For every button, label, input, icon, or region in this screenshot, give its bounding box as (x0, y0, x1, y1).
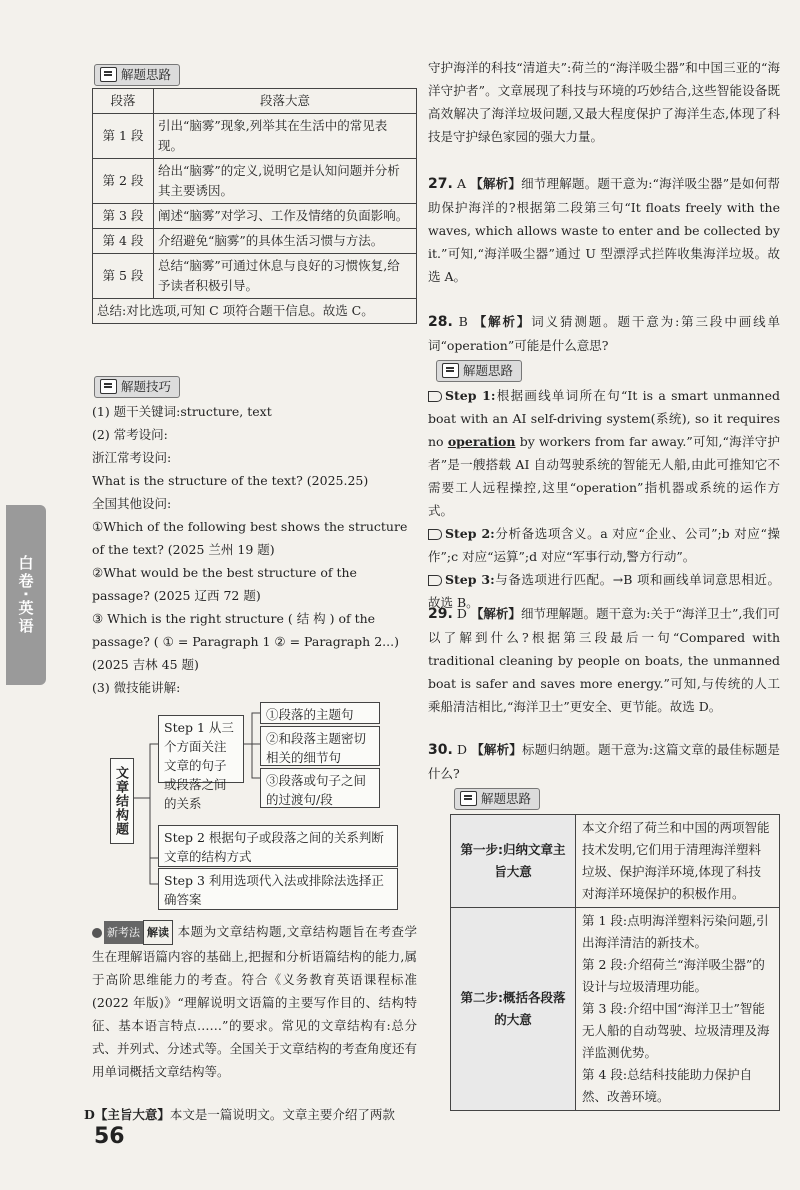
question-27 (428, 172, 780, 288)
title-steps-table (450, 814, 780, 1111)
table-row: 第 5 段 总结“脑雾”可通过休息与良好的习惯恢复,给予读者积极引导。 (93, 254, 417, 299)
diagram-step1-item: ①段落的主题句 (260, 702, 380, 724)
list-item: 第 2 段:介绍荷兰“海洋吸尘器”的设计与垃圾清理功能。 (582, 957, 765, 994)
skill-line: (1) 题干关键词:structure, text (92, 404, 272, 419)
table-header-idea: 段落大意 (154, 89, 417, 114)
interpret-tag: 解读 (143, 920, 173, 945)
skill-lines (92, 400, 417, 699)
structure-diagram (92, 698, 417, 916)
answer-letter: D (456, 742, 468, 757)
table-header-para: 段落 (93, 89, 154, 114)
skill-line: ①Which of the following best shows the structure of the text? (2025 兰州 19 题) (92, 519, 408, 557)
notebook-icon (100, 67, 117, 82)
d-main-text: 本文是一篇说明文。文章主要介绍了两款 (169, 1107, 395, 1122)
table-row: 第 2 段 给出“脑雾”的定义,说明它是认知问题并分析其主要诱因。 (93, 159, 417, 204)
step-two-list (576, 908, 780, 1111)
underlined-word: operation (447, 434, 516, 449)
skill-line: 浙江常考设问: (92, 450, 172, 465)
new-exam-tag: 新考法 (104, 921, 143, 944)
page-number: 56 (94, 1124, 125, 1149)
pointing-hand-icon (428, 575, 442, 586)
skill-line: ②What would be the best structure of the passage? (2025 辽西 72 题) (92, 565, 357, 603)
analysis-tag: 【解析】 (470, 606, 521, 621)
notebook-icon (442, 363, 459, 378)
step-one-text: 本文介绍了荷兰和中国的两项智能技术发明,它们用于清理海洋塑料垃圾、保护海洋环境,体现了科技对海洋环境保护的积极作用。 (576, 815, 780, 908)
analysis-text: 词义猜测题。题干意为:第三段中画线单词“operation”可能是什么意思? (428, 314, 780, 353)
diagram-step3: Step 3 利用选项代入法或排除法选择正确答案 (158, 868, 398, 910)
list-item: 第 4 段:总结科技能助力保护自然、改善环境。 (582, 1067, 753, 1104)
step-two-cell: 第二步:概括各段落的大意 (451, 908, 576, 1111)
new-exam-text: 本题为文章结构题,文章结构题旨在考查学生在理解语篇内容的基础上,把握和分析语篇结构的能力,属于高阶思维能力的考查。符合《义务教育英语课程标准(2022 年版)》“理解说明文语篇的主要写作目的、结构特征、基本语言特点……”的要求。常见的文章结构有:总分式、并列式、分述式等。全国关于文章结构的考查角度还有用单词概括文章结构等。 (92, 924, 418, 1079)
analysis-text: 标题归纳题。题干意为:这篇文章的最佳标题是什么? (428, 742, 780, 781)
notebook-icon (460, 791, 477, 806)
badge-solution-skill: 解题技巧 (94, 376, 180, 398)
question-30 (428, 738, 780, 1111)
magnifier-icon (100, 379, 117, 394)
pointing-hand-icon (428, 529, 442, 540)
paragraph-table (92, 88, 417, 324)
diagram-step1-item: ②和段落主题密切相关的细节句 (260, 726, 380, 766)
list-item: 第 1 段:点明海洋塑料污染问题,引出海洋清洁的新技术。 (582, 913, 769, 950)
question-number: 27. (428, 176, 453, 192)
question-number: 28. (428, 314, 453, 330)
new-exam-section (92, 920, 417, 1083)
analysis-tag: 【解析】 (471, 742, 522, 757)
skill-line: (2) 常考设问: (92, 427, 168, 442)
skill-line: What is the structure of the text? (2025.25) (92, 473, 369, 488)
table-row: 第 3 段 阐述“脑雾”对学习、工作及情绪的负面影响。 (93, 204, 417, 229)
table-row: 第 1 段 引出“脑雾”现象,列举其在生活中的常见表现。 (93, 114, 417, 159)
analysis-tag: 【解析】 (473, 314, 532, 329)
skill-line: (2025 吉林 45 题) (92, 657, 199, 672)
step-one-cell: 第一步:归纳文章主旨大意 (451, 815, 576, 908)
table-row: 第 4 段 介绍避免“脑雾”的具体生活习惯与方法。 (93, 229, 417, 254)
analysis-tag: 【解析】 (470, 176, 522, 191)
skill-line: ③ Which is the right structure ( 结 构 ) of the passage? ( ① = Paragraph 1 ② = Paragraph 2...) (92, 611, 399, 649)
pointing-hand-icon (428, 391, 442, 402)
question-number: 30. (428, 742, 453, 758)
analysis-text: 细节理解题。题干意为:“海洋吸尘器”是如何帮助保护海洋的?根据第二段第三句“It floats freely with the waves, which allows waste to enter and be collected by it.”可知,“海洋吸尘器”通过 U 型漂浮式拦阵收集海洋垃圾。故选 A。 (428, 176, 780, 284)
side-tab: 白卷·英语 (6, 505, 46, 685)
badge-solution-idea: 解题思路 (94, 64, 180, 86)
diagram-step1: Step 1 从三个方面关注文章的句子或段落之间的关系 (158, 715, 244, 783)
table-summary-row: 总结:对比选项,可知 C 项符合题干信息。故选 C。 (93, 299, 417, 324)
lightbulb-icon (92, 928, 102, 938)
diagram-step1-item: ③段落或句子之间的过渡句/段 (260, 768, 380, 808)
d-main-label: D【主旨大意】 (84, 1107, 170, 1122)
continued-text: 守护海洋的科技“清道夫”:荷兰的“海洋吸尘器”和中国三亚的“海洋守护者”。文章展现了科技与环境的巧妙结合,这些智能设备既高效解决了海洋垃圾问题,又最大程度保护了海洋生态,体现了科技是守护绿色家园的强大力量。 (428, 60, 780, 144)
diagram-step2: Step 2 根据句子或段落之间的关系判断文章的结构方式 (158, 825, 398, 867)
diagram-root: 文章结构题 (110, 758, 134, 844)
skill-line: (3) 微技能讲解: (92, 680, 181, 695)
analysis-text: 细节理解题。题干意为:关于“海洋卫士”,我们可以了解到什么?根据第三段最后一句“Compared with traditional cleaning by people on boats, the unmanned boat is safer and saves more energy.”可知,与传统的人工乘船清洁相比,“海洋卫士”更安全、更节能。故选 D。 (428, 606, 780, 714)
skill-line: 全国其他设问: (92, 496, 172, 511)
answer-letter: D (456, 606, 467, 621)
answer-letter: B (458, 314, 468, 329)
d-main-idea (84, 1103, 419, 1126)
badge-solution-idea: 解题思路 (454, 788, 780, 810)
answer-letter: A (457, 176, 467, 191)
question-number: 29. (428, 606, 453, 622)
badge-solution-idea: 解题思路 (436, 360, 780, 382)
question-29 (428, 602, 780, 718)
list-item: 第 3 段:介绍中国“海洋卫士”智能无人船的自动驾驶、垃圾清理及海洋监测优势。 (582, 1001, 770, 1060)
question-28: 28. B 【解析】词义猜测题。题干意为:第三段中画线单词“operation”可能是什么意思? 解题思路 Step 1:根据画线单词所在句“It is a smart unmanned boat with an AI self-driving system(系统), so it requires no operation by workers from far away.”可知,“海洋守护者”是一艘搭载 AI 自动驾驶系统的智能无人船,由此可推知它不需要工人远程操控,这里“operation”指机器或系统的运作方式。 Step 2:分析备选项含义。a 对应“企业、公司”;b 对应“操作”;c 对应“运算”;d 对应“军事行动,警方行动”。 Step 3:与备选项进行匹配。→B 项和画线单词意思相近。故选 B。 (428, 314, 780, 610)
